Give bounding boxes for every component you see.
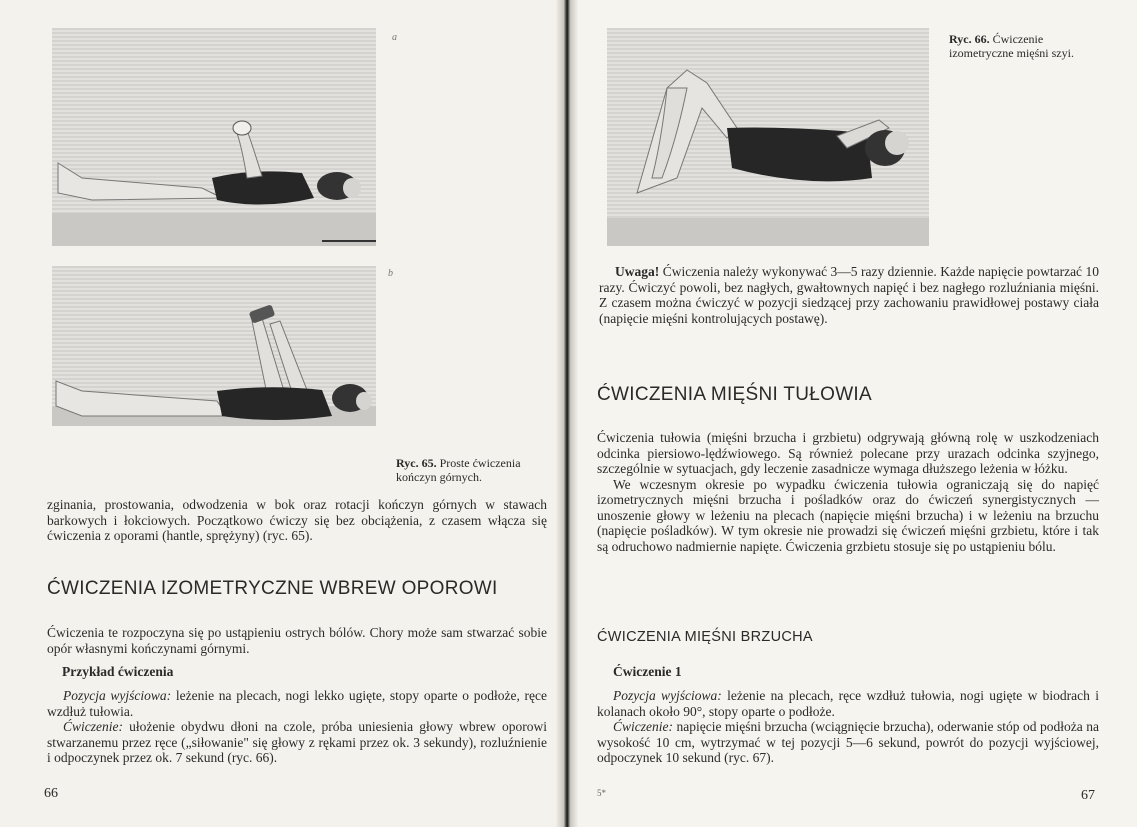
left-page: [0, 0, 566, 827]
exercise-label: Ćwiczenie:: [63, 719, 123, 734]
start-position-67: [597, 688, 1099, 719]
subsection-heading-brzucha: ĆWICZENIA MIĘŚNI BRZUCHA: [597, 629, 813, 645]
note: [599, 264, 1099, 326]
note-label: Uwaga!: [615, 264, 660, 279]
figure-65-caption: [396, 456, 548, 484]
exercise-text: ułożenie obydwu dłoni na czole, próba uniesienia głowy wbrew oporowi stwarzanemu przez ręce („siłowanie" się głowy z rękami przez ok. 3 sekundy), rozluźnienie i odpoczynek przez ok. 7 sekund (ryc. 66).: [47, 719, 548, 765]
note-paragraph: [599, 264, 1099, 326]
start-position-label-67: Pozycja wyjściowa:: [613, 688, 722, 703]
start-position-label: Pozycja wyjściowa:: [63, 688, 172, 703]
exercise-description-67: [597, 719, 1099, 766]
right-page: [571, 0, 1137, 827]
exercise-1-body: [597, 688, 1099, 766]
figure-65b-photo: [52, 266, 376, 426]
book-spine-gutter: [556, 0, 578, 827]
page-number-left: 66: [44, 786, 58, 801]
start-position-text-67: leżenie na plecach, ręce wzdłuż tułowia, nogi ugięte w biodrach i kolanach około 90°, stopy oparte o podłoże.: [597, 688, 1099, 719]
section-heading-izometryczne: ĆWICZENIA IZOMETRYCZNE WBREW OPOROWI: [47, 578, 498, 599]
caption-label-66: Ryc. 66.: [949, 32, 990, 46]
exercise-description: [47, 719, 547, 766]
caption-text: Proste ćwiczenia kończyn górnych.: [396, 456, 521, 484]
caption-text-66: Ćwiczenie izometryczne mięśni szyi.: [949, 32, 1074, 60]
tulowia-paragraph-2: We wczesnym okresie po wypadku ćwiczenia tułowia ograniczają się do napięć izometrycznych mięśni brzucha i pośladków oraz do ćwiczeń synergistycznych — unoszenie głowy w leżeniu na plecach (napięcie mięśni brzucha) i w leżeniu na brzuchu (napięcie pośladków). W tym okresie nie prowadzi się ćwiczeń mięśni grzbietu, które i tak są odruchowo nadmiernie napięte. Ćwiczenia grzbietu stosuje się po ustąpieniu bólu.: [597, 476, 1099, 554]
start-position: [47, 688, 547, 719]
example-body: [47, 688, 547, 766]
figure-a-letter: a: [392, 32, 397, 43]
tulowia-paragraph-1: Ćwiczenia tułowia (mięśni brzucha i grzbietu) odgrywają główną rolę w uszkodzeniach odcinka piersiowo-lędźwiowego. Są również polecane przy urazach odcinka szyjnego, szczególnie w sytuacjach, gdy leczenie zasadnicze wymaga dłuższego leżenia w łóżku.: [597, 430, 1099, 476]
signature-mark: 5*: [597, 788, 606, 798]
start-position-text: leżenie na plecach, nogi lekko ugięte, stopy oparte o podłoże, ręce wzdłuż tułowia.: [47, 688, 548, 719]
intro-paragraph-text: zginania, prostowania, odwodzenia w bok oraz rotacji kończyn górnych w stawach barkowych i łokciowych. Początkowo ćwiczy się bez obciążenia, z czasem włącza się ćwiczenia z oporami (hantle, sprężyny) (ryc. 65).: [47, 497, 547, 543]
figure-65a-photo: [52, 28, 376, 246]
tulowia-paragraphs: [597, 430, 1099, 554]
intro-paragraph: [47, 497, 547, 544]
exercise-label-67: Ćwiczenie:: [613, 719, 673, 734]
caption-label: Ryc. 65.: [396, 456, 437, 470]
section-paragraph-text: Ćwiczenia te rozpoczyna się po ustąpieniu ostrych bólów. Chory może sam stwarzać sobie opór własnymi kończynami górnymi.: [47, 625, 547, 656]
page-number-right: 67: [1081, 788, 1095, 803]
figure-b-letter: b: [388, 268, 393, 279]
note-text: Ćwiczenia należy wykonywać 3—5 razy dziennie. Każde napięcie powtarzać 10 razy. Ćwiczyć powoli, bez nagłych, gwałtownych napięć i bez nagłego rozluźniania mięśni. Z czasem można ćwiczyć w pozycji siedzącej przy zachowaniu prawidłowej postawy ciała (napięcie mięśni kontrolujących postawę).: [599, 264, 1100, 326]
exercise-1-heading: Ćwiczenie 1: [613, 664, 682, 679]
figure-66-photo: [607, 28, 929, 246]
exercise-text-67: napięcie mięśni brzucha (wciągnięcie brzucha), oderwanie stóp od podłoża na wysokość 10 cm, wytrzymać w tej pozycji 5—6 sekund, powrót do pozycji wyjściowej, odpoczynek 10 sekund (ryc. 67).: [597, 719, 1099, 765]
section-paragraph: [47, 625, 547, 656]
section-heading-tulowia: ĆWICZENIA MIĘŚNI TUŁOWIA: [597, 384, 872, 405]
figure-66-caption: [949, 32, 1109, 60]
example-heading: Przykład ćwiczenia: [62, 664, 174, 679]
